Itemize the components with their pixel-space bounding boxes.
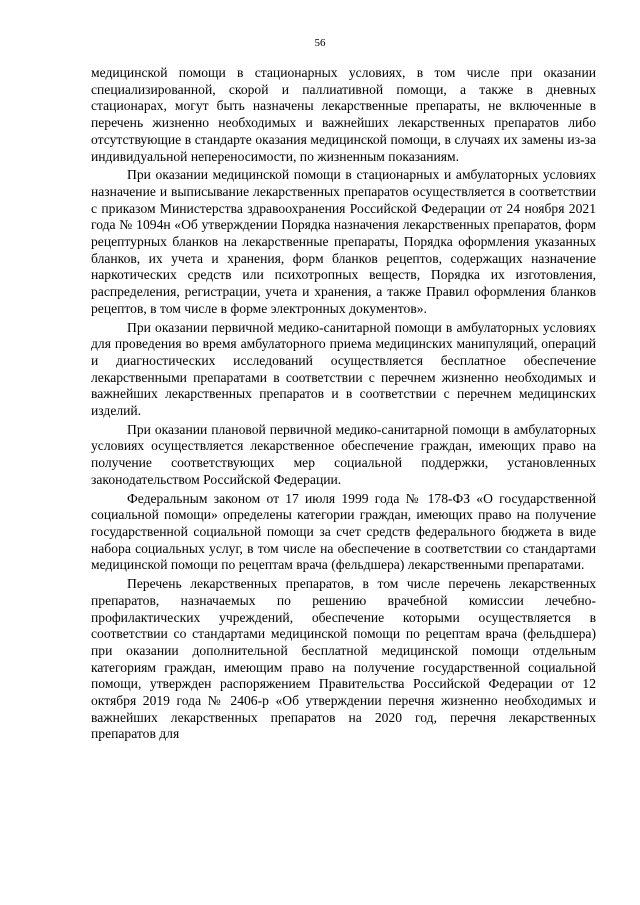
page-number: 56 bbox=[314, 37, 326, 49]
paragraph: медицинской помощи в стационарных условиях, в том числе при оказании специализированной, скорой и паллиативной помощи, а также в дневных стационарах, могут быть назначены лекарственные препараты, не включенные в перечень жизненно необходимых и важнейших лекарственных препаратов либо отсутствующие в стандарте оказания медицинской помощи, в случаях их замены из-за индивидуальной непереносимости, по жизненным показаниям. bbox=[91, 65, 596, 164]
paragraph: Перечень лекарственных препаратов, в том числе перечень лекарственных препаратов, назначаемых по решению врачебной комиссии лечебно-профилактических учреждений, обеспечение которыми осуществляется в соответствии со стандартами медицинской помощи по рецептам врача (фельдшера) при оказании дополнительной бесплатной медицинской помощи отдельным категориям граждан, имеющим право на получение государственной социальной помощи, утвержден распоряжением Правительства Российской Федерации от 12 октября 2019 года № 2406-р «Об утверждении перечня жизненно необходимых и важнейших лекарственных препаратов на 2020 год, перечня лекарственных препаратов для bbox=[91, 576, 596, 742]
page-body bbox=[91, 65, 596, 745]
paragraph: При оказании медицинской помощи в стационарных и амбулаторных условиях назначение и выписывание лекарственных препаратов осуществляется в соответствии с приказом Министерства здравоохранения Российской Федерации от 24 ноября 2021 года № 1094н «Об утверждении Порядка назначения лекарственных препаратов, форм рецептурных бланков на лекарственные препараты, Порядка оформления указанных бланков, их учета и хранения, форм бланков рецептов, содержащих назначение наркотических средств или психотропных веществ, Порядка их изготовления, распределения, регистрации, учета и хранения, а также Правил оформления бланков рецептов, в том числе в форме электронных документов». bbox=[91, 167, 596, 316]
paragraph: При оказании первичной медико-санитарной помощи в амбулаторных условиях для проведения во время амбулаторного приема медицинских манипуляций, операций и диагностических исследований осуществляется бесплатное обеспечение лекарственными препаратами в соответствии с перечнем жизненно необходимых и важнейших лекарственных препаратов и в соответствии с перечнем медицинских изделий. bbox=[91, 319, 596, 419]
paragraph: При оказании плановой первичной медико-санитарной помощи в амбулаторных условиях осуществляется лекарственное обеспечение граждан, имеющих право на получение соответствующих мер социальной поддержки, установленных законодательством Российской Федерации. bbox=[91, 421, 596, 487]
paragraph: Федеральным законом от 17 июля 1999 года № 178-ФЗ «О государственной социальной помощи» определены категории граждан, имеющих право на получение государственной социальной помощи за счет средств федерального бюджета в виде набора социальных услуг, в том числе на обеспечение в соответствии со стандартами медицинской помощи по рецептам врача (фельдшера) лекарственными препаратами. bbox=[91, 490, 596, 573]
